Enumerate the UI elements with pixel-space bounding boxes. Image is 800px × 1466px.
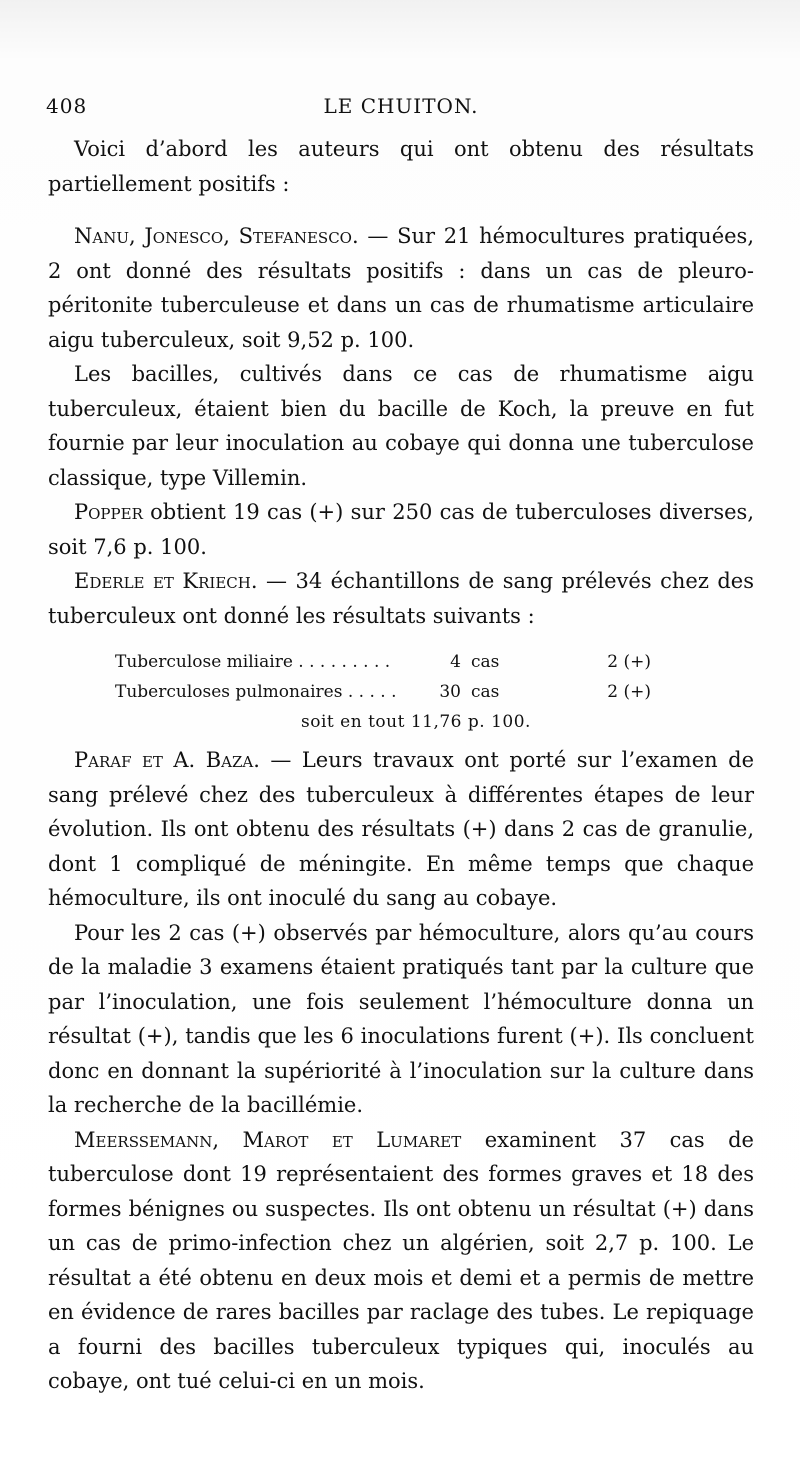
paragraph-nanu bbox=[48, 219, 754, 357]
running-title: LE CHUITON. bbox=[323, 94, 479, 118]
row-unit: cas bbox=[471, 682, 500, 702]
author-names: Meerssemann, Marot et Lumaret bbox=[74, 1127, 462, 1152]
row-count: 30 bbox=[439, 682, 461, 702]
row-result: 2 (+) bbox=[607, 652, 651, 672]
page-number: 408 bbox=[46, 94, 88, 118]
paragraph-text: — Leurs travaux ont porté sur l’examen de sang prélevé chez des tuberculeux à différentes étapes de leur évolution. Ils ont obtenu des résultats (+) dans 2 cas de granulie, dont 1 compliqué de méningite. En même temps que chaque hémoculture, ils ont inoculé du sang au cobaye. bbox=[48, 748, 754, 910]
table-total: soit en tout 11,76 p. 100. bbox=[301, 712, 531, 732]
table-row bbox=[48, 647, 754, 677]
paragraph-intro: Voici d’abord les auteurs qui ont obtenu des résultats partiellement positifs : bbox=[48, 137, 754, 196]
paragraph-pour: Pour les 2 cas (+) observés par hémoculture, alors qu’au cours de la maladie 3 examens étaient pratiqués tant par la culture que par l’inoculation, une fois seulement l’hémoculture donna un résultat (+), tandis que les 6 inoculations furent (+). Ils concluent donc en donnant la supériorité à l’inoculation sur la culture dans la recherche de la bacillémie. bbox=[48, 920, 754, 1117]
row-label: Tuberculose miliaire . . . bbox=[115, 647, 395, 677]
row-count: 4 bbox=[450, 652, 461, 672]
author-names: Paraf et A. Baza. bbox=[74, 748, 260, 772]
paragraph-text: — Sur 21 hémocultures pratiquées, 2 ont donné des résultats positifs : dans un cas de pleuro-péritonite tuberculeuse et dans un cas de rhumatisme articulaire aigu tuberculeux, soit 9,52 p. 100. bbox=[48, 224, 754, 352]
paragraph-text: obtient 19 cas (+) sur 250 cas de tuberculoses diverses, soit 7,6 p. 100. bbox=[48, 500, 754, 559]
paragraph-text: — 34 échantillons de sang prélevés chez des tuberculeux ont donné les résultats suivants : bbox=[48, 569, 755, 628]
paragraph-ederle bbox=[48, 564, 754, 633]
results-table bbox=[48, 647, 754, 737]
table-row bbox=[48, 677, 754, 707]
row-unit: cas bbox=[471, 652, 500, 672]
paragraph-popper bbox=[48, 495, 754, 564]
author-names: Popper bbox=[74, 500, 143, 524]
body-text bbox=[48, 132, 754, 1399]
row-result: 2 (+) bbox=[607, 682, 651, 702]
page-header bbox=[46, 94, 756, 124]
author-names: Nanu, Jonesco, Stefanesco. bbox=[74, 224, 359, 248]
author-names: Ederle et Kriech. bbox=[74, 569, 258, 593]
row-label: Tuberculoses pulmonaires . . . bbox=[115, 677, 395, 707]
paragraph-meerssemann bbox=[48, 1123, 754, 1399]
paragraph-bacilles: Les bacilles, cultivés dans ce cas de rhumatisme aigu tuberculeux, étaient bien du bacille de Koch, la preuve en fut fournie par leur inoculation au cobaye qui donna une tuberculose classique, type Villemin. bbox=[48, 362, 754, 490]
paragraph-text: examinent 37 cas de tuberculose dont 19 représentaient des formes graves et 18 des formes bénignes ou suspectes. Ils ont obtenu un résultat (+) dans un cas de primo-infection chez un algérien, soit 2,7 p. 100. Le résultat a été obtenu en deux mois et demi et a permis de mettre en évidence de rares bacilles par raclage des tubes. Le repiquage a fourni des bacilles tuberculeux typiques qui, inoculés au cobaye, ont tué celui-ci en un mois. bbox=[48, 1127, 754, 1393]
spacer bbox=[48, 201, 754, 219]
paragraph-paraf bbox=[48, 743, 754, 916]
